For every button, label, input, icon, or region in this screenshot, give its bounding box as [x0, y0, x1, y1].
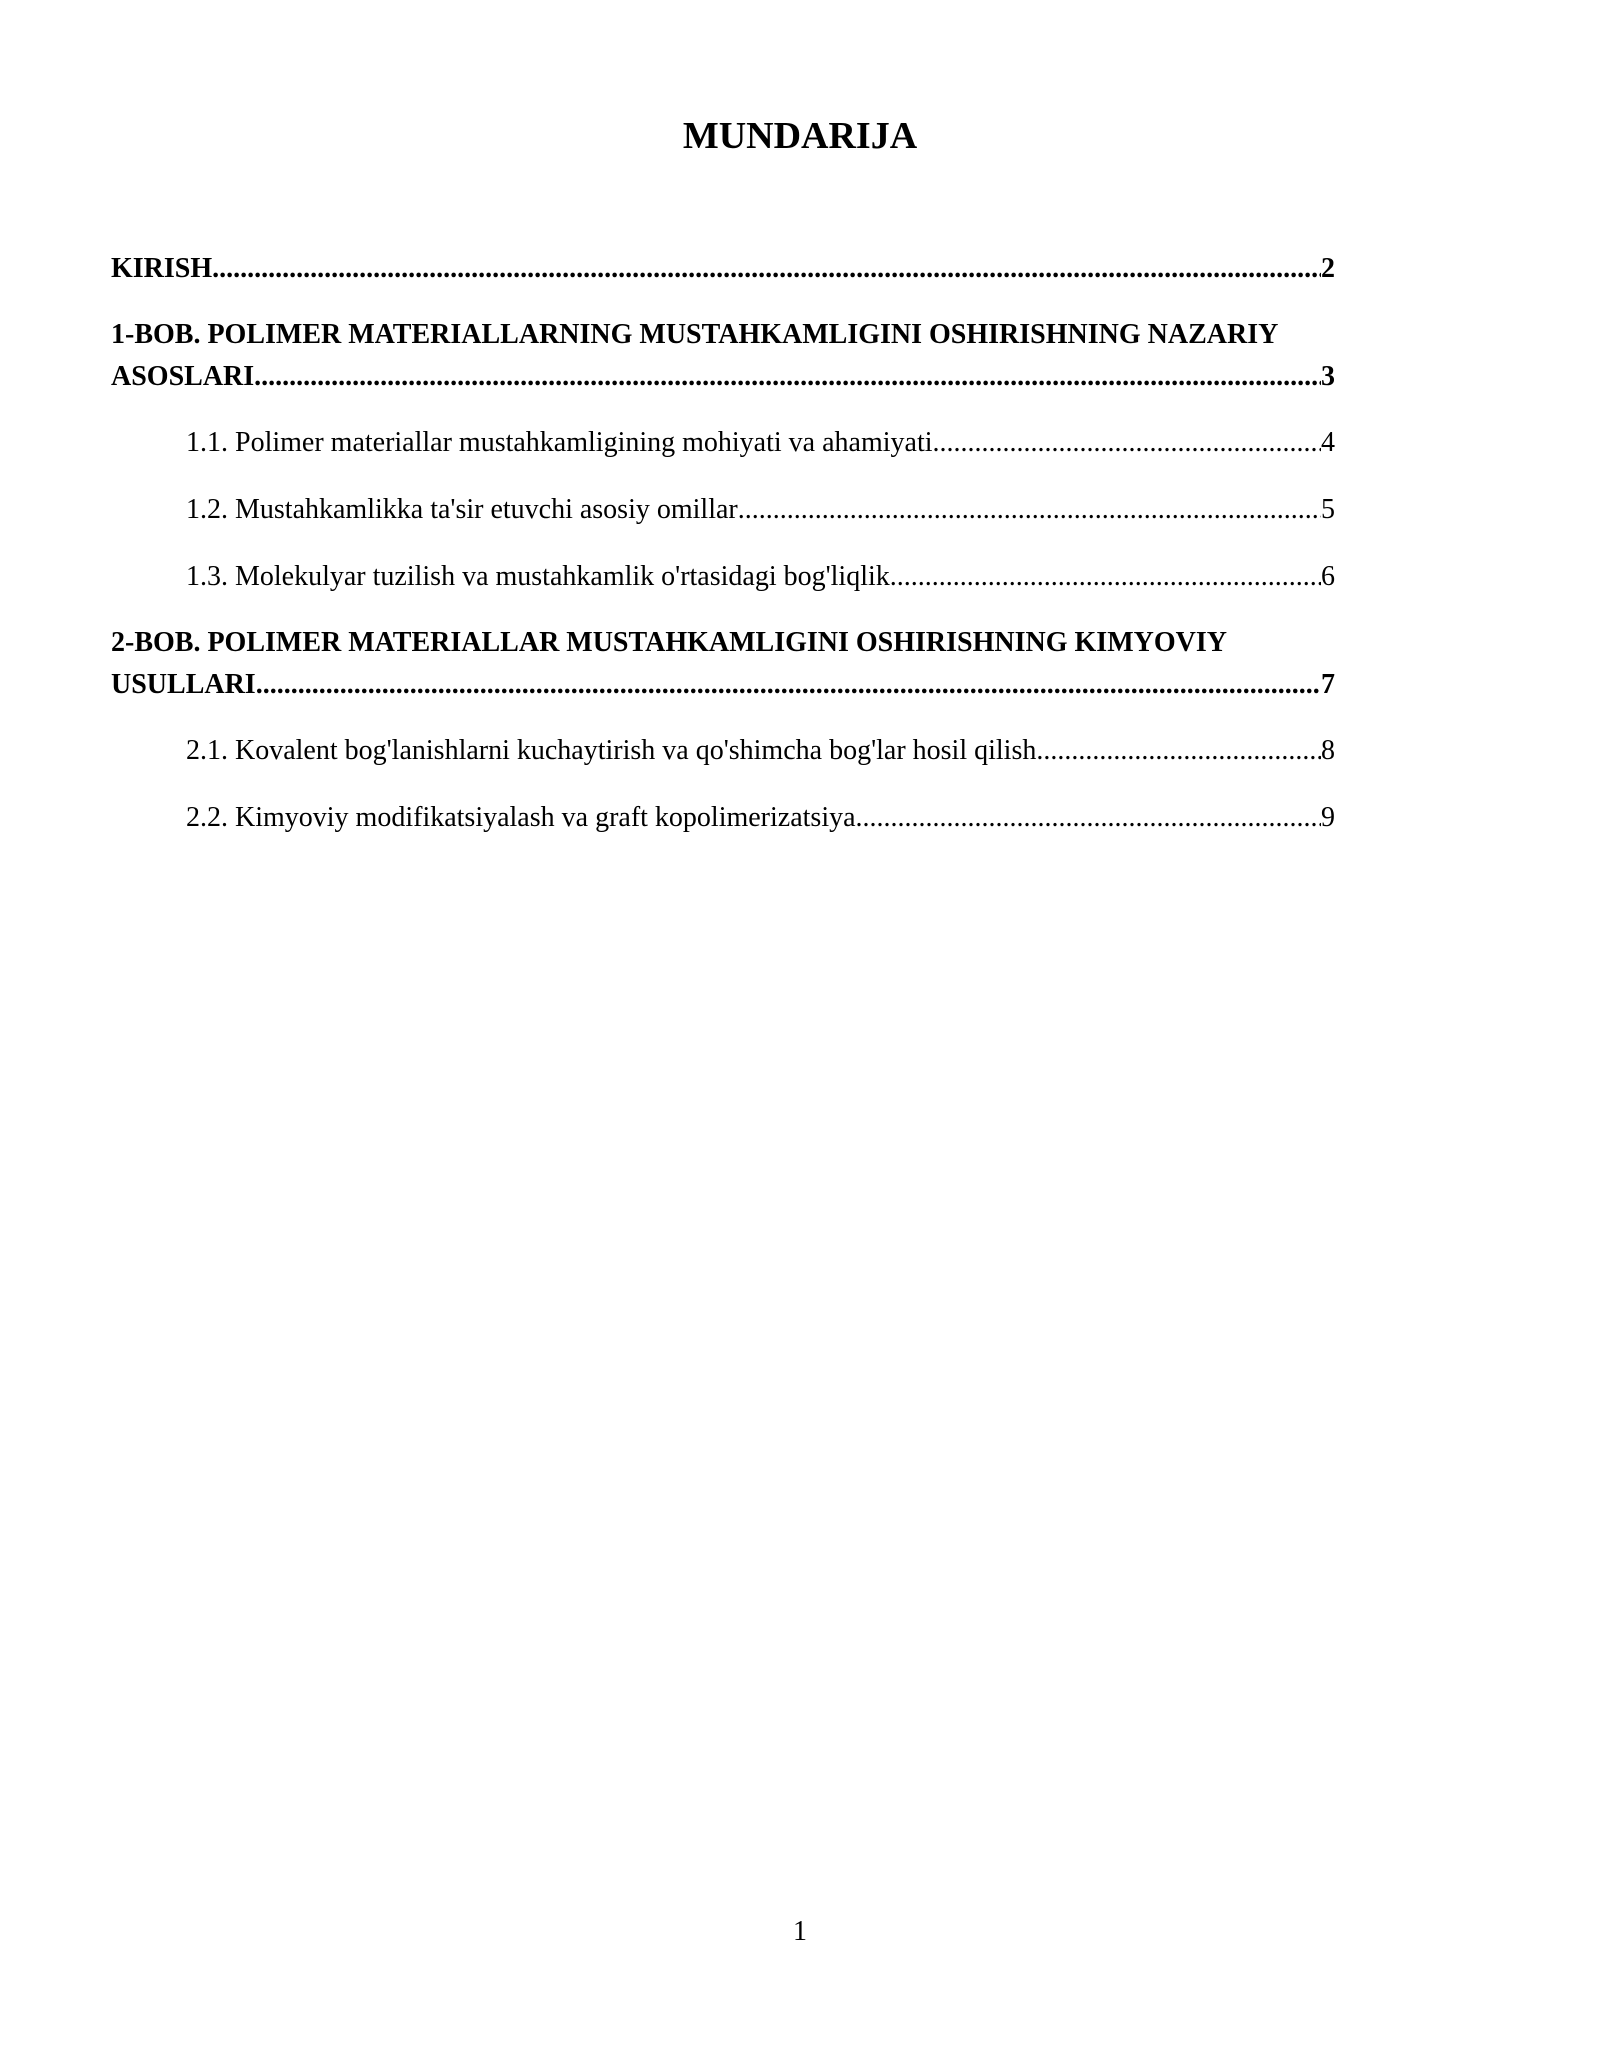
toc-entry-section-1-2[interactable] — [111, 489, 1335, 531]
leader-dots — [738, 489, 1321, 531]
toc-entry-label: 2.2. Kimyoviy modifikatsiyalash va graft kopolimerizatsiya — [186, 802, 856, 833]
leader-dots — [856, 797, 1321, 839]
leader-dots — [933, 422, 1322, 464]
toc-entry-label: 1.2. Mustahkamlikka ta'sir etuvchi asosiy omillar — [186, 494, 738, 525]
leader-dots — [1036, 730, 1321, 772]
page-title: MUNDARIJA — [682, 115, 918, 157]
toc-page-number: 5 — [1321, 494, 1335, 525]
toc-page-number: 4 — [1321, 427, 1335, 458]
leader-dots — [890, 556, 1321, 598]
toc-entry-section-2-1[interactable] — [111, 730, 1335, 772]
toc-entry-chapter-2[interactable] — [111, 622, 1431, 706]
toc-entry-section-2-2[interactable] — [111, 797, 1335, 839]
page-footer-number: 1 — [793, 1916, 807, 1947]
toc-entry-section-1-3[interactable] — [111, 556, 1335, 598]
toc-page-number: 9 — [1321, 802, 1335, 833]
toc-entry-label-line1: 2-BOB. POLIMER MATERIALLAR MUSTAHKAMLIGINI OSHIRISHNING KIMYOVIY — [111, 627, 1227, 658]
toc-entry-intro[interactable] — [111, 248, 1431, 290]
toc-entry-label-line1: 1-BOB. POLIMER MATERIALLARNING MUSTAHKAMLIGINI OSHIRISHNING NAZARIY — [111, 319, 1279, 350]
toc-page-number: 3 — [1321, 361, 1335, 392]
toc-entry-label: KIRISH — [111, 253, 213, 284]
toc-page-number: 6 — [1321, 561, 1335, 592]
toc-entry-section-1-1[interactable] — [111, 422, 1335, 464]
toc-entry-label-line2: USULLARI — [111, 669, 256, 700]
toc-entry-chapter-1[interactable] — [111, 314, 1431, 398]
toc-entry-label: 2.1. Kovalent bog'lanishlarni kuchaytirish va qo'shimcha bog'lar hosil qilish — [186, 735, 1037, 766]
toc-entry-label: 1.1. Polimer materiallar mustahkamligining mohiyati va ahamiyati — [186, 427, 933, 458]
toc-entry-label-line2: ASOSLARI — [111, 361, 255, 392]
toc-page-number: 8 — [1321, 735, 1335, 766]
leader-dots — [254, 356, 1321, 398]
toc-page-number: 7 — [1321, 669, 1335, 700]
toc-page-number: 2 — [1321, 253, 1335, 284]
table-of-contents — [111, 248, 1335, 839]
toc-entry-label: 1.3. Molekulyar tuzilish va mustahkamlik o'rtasidagi bog'liqlik — [186, 561, 890, 592]
leader-dots — [212, 248, 1321, 290]
leader-dots — [256, 664, 1321, 706]
